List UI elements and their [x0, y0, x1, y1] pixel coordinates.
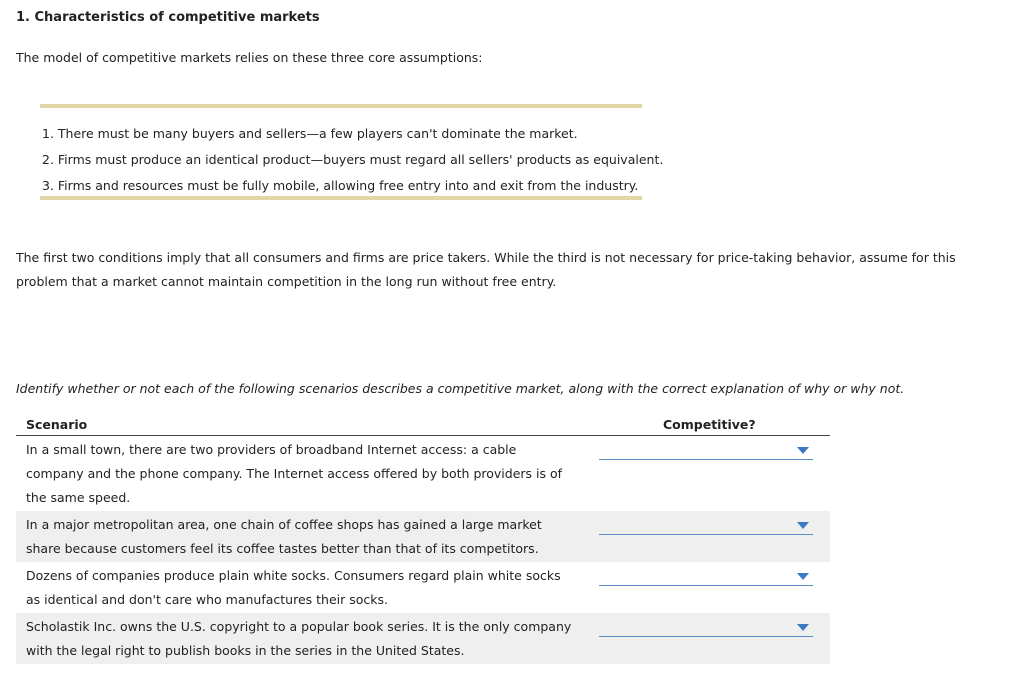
assumptions-list — [42, 121, 663, 199]
competitive-dropdown[interactable] — [599, 519, 813, 535]
column-header-scenario: Scenario — [26, 417, 88, 432]
column-header-competitive: Competitive? — [663, 417, 756, 432]
instruction-text: Identify whether or not each of the following scenarios describes a competitive market, along with the correct explanation of why or why not. — [16, 381, 905, 396]
chevron-down-icon[interactable] — [797, 573, 809, 580]
table-header — [16, 414, 830, 436]
competitive-dropdown[interactable] — [599, 444, 813, 460]
table-row — [16, 562, 830, 613]
chevron-down-icon[interactable] — [797, 624, 809, 631]
implication-text: The first two conditions imply that all consumers and firms are price takers. While the third is not necessary for price-taking behavior, assume for this problem that a market cannot maintain competition in the long run without free entry. — [16, 250, 956, 289]
page-title: 1. Characteristics of competitive markets — [16, 10, 320, 25]
assumptions-box — [40, 104, 664, 200]
assumption-item-1: 1. There must be many buyers and sellers—a few players can't dominate the market. — [42, 126, 578, 141]
competitive-dropdown[interactable] — [599, 570, 813, 586]
table-row — [16, 613, 830, 664]
scenario-table — [16, 414, 830, 664]
scenario-text: In a small town, there are two providers of broadband Internet access: a cable company and the phone company. The Internet access offered by both providers is of the same speed. — [26, 442, 563, 505]
assumption-item-2: 2. Firms must produce an identical product—buyers must regard all sellers' products as equivalent. — [42, 152, 664, 167]
scenario-text: Scholastik Inc. owns the U.S. copyright to a popular book series. It is the only company with the legal right to publish books in the series in the United States. — [26, 619, 572, 658]
table-row — [16, 511, 830, 562]
scenario-text: Dozens of companies produce plain white socks. Consumers regard plain white socks as identical and don't care who manufactures their socks. — [26, 568, 561, 607]
scenario-text: In a major metropolitan area, one chain of coffee shops has gained a large market share because customers feel its coffee tastes better than that of its competitors. — [26, 517, 542, 556]
chevron-down-icon[interactable] — [797, 447, 809, 454]
chevron-down-icon[interactable] — [797, 522, 809, 529]
competitive-dropdown[interactable] — [599, 621, 813, 637]
table-row — [16, 436, 830, 511]
intro-text: The model of competitive markets relies on these three core assumptions: — [16, 50, 483, 65]
assumption-item-3: 3. Firms and resources must be fully mobile, allowing free entry into and exit from the industry. — [42, 178, 639, 193]
